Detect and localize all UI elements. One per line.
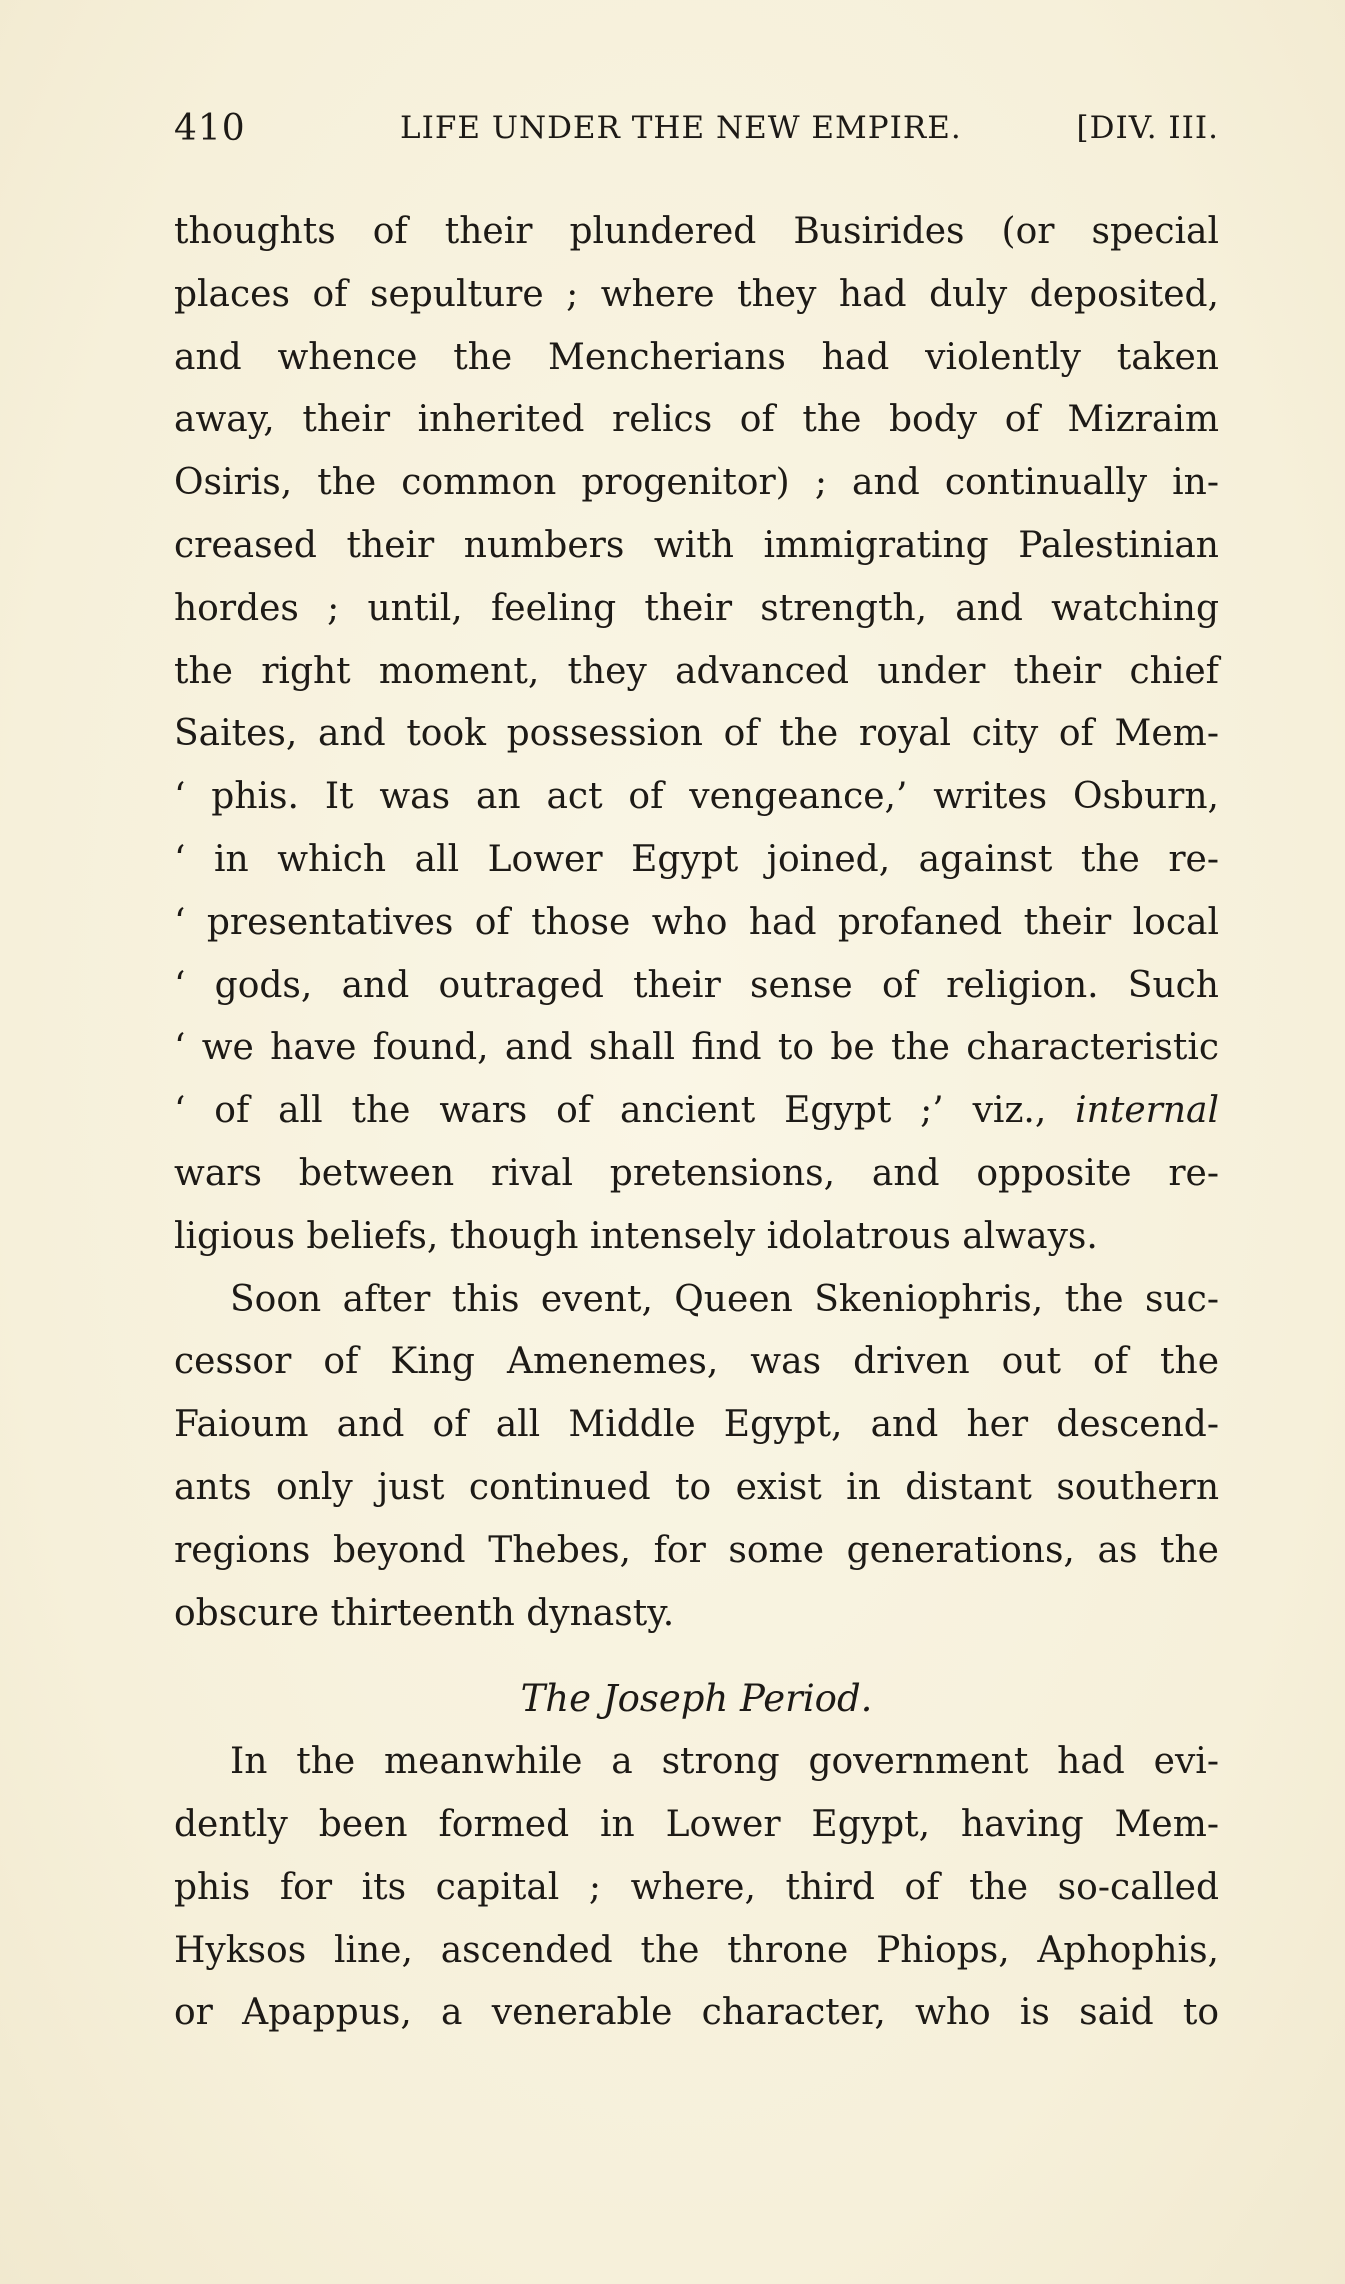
body-text xyxy=(174,201,1219,2045)
text-line: and whence the Mencherians had violently taken xyxy=(174,336,1219,378)
text-line: places of sepulture ; where they had duly deposited, xyxy=(174,273,1219,315)
text-line: ‘ we have found, and shall find to be the characteristic xyxy=(174,1027,1219,1069)
text-line: ‘ in which all Lower Egypt joined, against the re- xyxy=(174,838,1219,880)
text-line: ‘ phis. It was an act of vengeance,’ writes Osburn, xyxy=(174,776,1219,818)
text-line-with-italic xyxy=(174,1080,1219,1143)
page-number: 410 xyxy=(174,108,246,149)
text-line: Soon after this event, Queen Skeniophris, the suc- xyxy=(230,1278,1219,1320)
text-line: Hyksos line, ascended the throne Phiops, Aphophis, xyxy=(174,1929,1219,1971)
text-segment: ‘ of all the wars of ancient Egypt ;’ viz., xyxy=(174,1090,1076,1132)
text-line: Saites, and took possession of the royal city of Mem- xyxy=(174,713,1219,755)
text-line: or Apappus, a venerable character, who is said to xyxy=(174,1992,1219,2034)
text-line: creased their numbers with immigrating Palestinian xyxy=(174,524,1219,566)
text-line: cessor of King Amenemes, was driven out of the xyxy=(174,1341,1219,1383)
italic-word: internal xyxy=(1075,1090,1219,1132)
text-line: hordes ; until, feeling their strength, and watching xyxy=(174,587,1219,629)
text-line: regions beyond Thebes, for some generations, as the xyxy=(174,1529,1219,1571)
text-line: In the meanwhile a strong government had evi- xyxy=(230,1741,1219,1783)
running-header xyxy=(174,108,1219,152)
paragraph-3 xyxy=(174,1731,1219,2045)
text-line: away, their inherited relics of the body of Mizraim xyxy=(174,399,1219,441)
text-line: wars between rival pretensions, and opposite re- xyxy=(174,1152,1219,1194)
text-line: thoughts of their plundered Busirides (or special xyxy=(174,211,1219,252)
text-line: the right moment, they advanced under their chief xyxy=(174,650,1219,692)
text-line: Osiris, the common progenitor) ; and continually in- xyxy=(174,462,1219,504)
text-line: phis for its capital ; where, third of the so-called xyxy=(174,1866,1219,1908)
section-marker: [DIV. III. xyxy=(1076,110,1219,146)
section-gap xyxy=(174,1645,1219,1668)
paragraph-2 xyxy=(174,1269,1219,1646)
section-subheading: The Joseph Period. xyxy=(520,1677,873,1721)
text-line: obscure thirteenth dynasty. xyxy=(174,1592,675,1634)
text-line: ‘ presentatives of those who had profaned their local xyxy=(174,901,1219,943)
text-line: ‘ gods, and outraged their sense of religion. Such xyxy=(174,964,1219,1006)
paragraph-1 xyxy=(174,201,1219,1269)
text-line: Faioum and of all Middle Egypt, and her descend- xyxy=(174,1404,1219,1446)
text-line: ants only just continued to exist in distant southern xyxy=(174,1466,1219,1508)
text-line: ligious beliefs, though intensely idolatrous always. xyxy=(174,1215,1098,1257)
running-title: LIFE UNDER THE NEW EMPIRE. xyxy=(400,110,962,146)
text-line: dently been formed in Lower Egypt, having Mem- xyxy=(174,1803,1219,1845)
